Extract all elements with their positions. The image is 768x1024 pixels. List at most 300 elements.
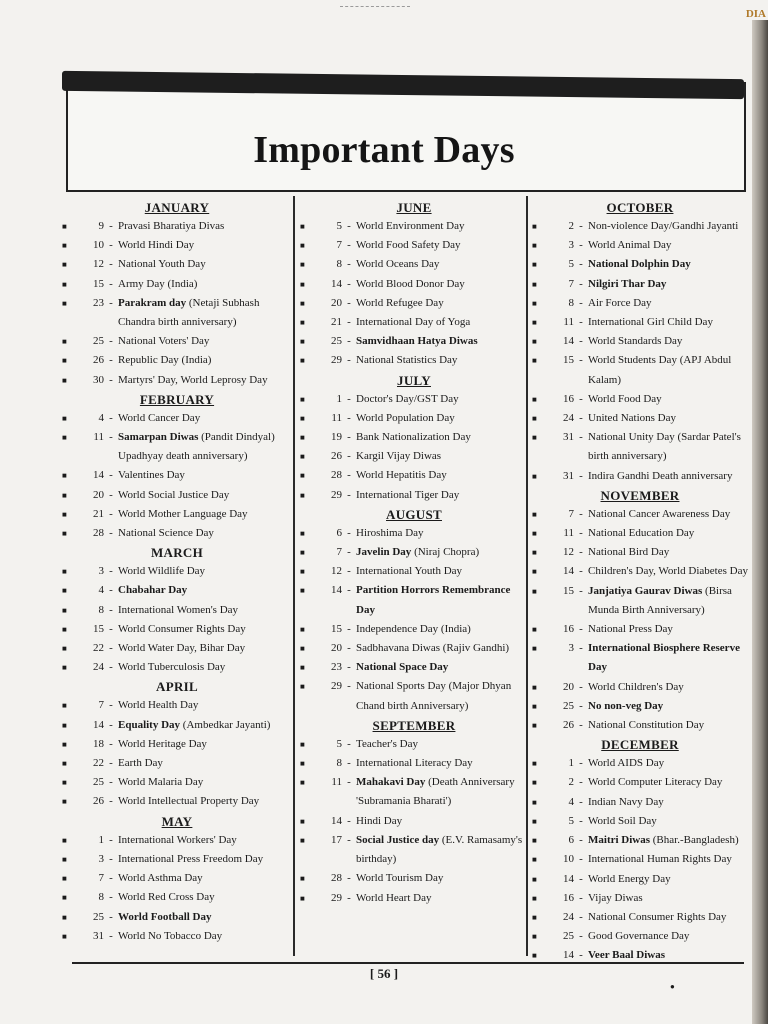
day-name	[588, 390, 748, 409]
day-entry	[532, 716, 748, 735]
bullet-icon: ■	[532, 778, 537, 788]
bullet-icon: ■	[532, 222, 537, 231]
day-number: 19	[331, 431, 342, 444]
day-name	[356, 390, 528, 409]
month-heading: NOVEMBER	[600, 487, 680, 503]
day-name	[118, 639, 292, 658]
day-entry	[300, 313, 528, 332]
separator-dash: -	[347, 833, 351, 846]
separator-dash: -	[579, 392, 583, 405]
day-name-bold: Parakram day	[118, 296, 187, 309]
day-number: 25	[331, 335, 342, 348]
day-number: 8	[336, 757, 342, 770]
separator-dash: -	[109, 642, 113, 655]
separator-dash: -	[347, 546, 351, 559]
bullet-icon: ■	[300, 816, 305, 826]
day-entry	[300, 620, 528, 639]
day-name	[588, 716, 748, 735]
day-name	[588, 831, 748, 850]
day-number: 8	[98, 891, 104, 904]
day-name	[588, 908, 748, 927]
day-name	[356, 639, 528, 658]
separator-dash: -	[579, 469, 583, 482]
day-name	[118, 562, 292, 581]
separator-dash: -	[347, 239, 351, 252]
day-entry	[62, 831, 292, 850]
day-name	[356, 466, 528, 485]
bullet-icon: ■	[300, 471, 305, 481]
day-number: 15	[93, 277, 104, 290]
day-entry	[62, 601, 292, 620]
day-number: 11	[563, 316, 574, 329]
day-number: 7	[336, 546, 342, 559]
day-number: 15	[563, 354, 574, 367]
day-name-text: World Population Day	[356, 411, 455, 424]
day-name	[356, 658, 528, 677]
day-name-text: World Intellectual Property Day	[118, 795, 260, 808]
day-name-bold: Partition Horrors Remembrance Day	[356, 584, 511, 616]
bullet-icon: ■	[62, 298, 67, 308]
bullet-icon: ■	[532, 721, 537, 731]
bullet-icon: ■	[62, 241, 67, 251]
day-name-text: World Environment Day	[356, 220, 465, 232]
day-name-bold: Maitri Diwas	[588, 834, 651, 847]
day-name	[588, 620, 748, 639]
bullet-icon: ■	[300, 567, 305, 577]
day-name-text: International Tiger Day	[356, 488, 460, 501]
day-entry	[62, 486, 292, 505]
bullet-icon: ■	[532, 337, 537, 347]
day-entry	[300, 658, 528, 677]
separator-dash: -	[347, 680, 351, 693]
day-entry	[532, 754, 748, 773]
separator-dash: -	[579, 507, 583, 520]
bullet-icon: ■	[532, 414, 537, 424]
day-name-text: (Ambedkar Jayanti)	[180, 718, 271, 731]
day-number: 20	[93, 488, 104, 501]
day-name	[356, 620, 528, 639]
separator-dash: -	[347, 757, 351, 770]
day-entry	[300, 486, 528, 505]
day-name	[118, 850, 292, 869]
day-name-text: World Animal Day	[588, 239, 672, 252]
separator-dash: -	[579, 296, 583, 309]
day-number: 12	[93, 258, 104, 271]
day-entry	[532, 428, 748, 466]
day-name-text: (E.V. Ramasamy's birthday)	[356, 833, 523, 866]
day-entry	[62, 505, 292, 524]
day-name-bold: Janjatiya Gaurav Diwas	[588, 584, 703, 597]
day-entry	[532, 850, 748, 869]
separator-dash: -	[109, 335, 113, 348]
day-number: 22	[93, 642, 104, 655]
day-entry	[532, 870, 748, 889]
day-number: 23	[93, 296, 104, 309]
bullet-icon: ■	[62, 413, 67, 423]
day-entry	[532, 812, 748, 831]
day-name-text: Doctor's Day/GST Day	[356, 392, 459, 405]
day-entry	[532, 582, 748, 620]
day-entry	[532, 313, 748, 332]
day-number: 3	[568, 239, 574, 252]
bullet-icon: ■	[300, 222, 305, 231]
day-entry	[62, 351, 292, 370]
day-name-text: World Consumer Rights Day	[118, 622, 246, 635]
day-name	[356, 735, 528, 754]
bullet-icon: ■	[62, 509, 67, 519]
day-number: 3	[98, 565, 104, 578]
day-number: 7	[98, 699, 104, 712]
day-name-text: World Refugee Day	[356, 296, 444, 309]
day-number: 7	[568, 507, 574, 520]
day-name-text: Teacher's Day	[356, 737, 418, 750]
day-name	[118, 735, 292, 754]
day-entry	[300, 831, 528, 869]
column-divider	[293, 196, 295, 956]
day-name-text: World Standards Day	[588, 335, 683, 348]
separator-dash: -	[579, 335, 583, 348]
day-name-text: World Mother Language Day	[118, 507, 248, 520]
day-name-text: World Soil Day	[588, 814, 657, 827]
column-jan-may	[62, 198, 292, 946]
day-number: 11	[331, 411, 342, 424]
day-entry	[532, 678, 748, 697]
day-name	[356, 294, 528, 313]
bullet-icon: ■	[62, 260, 67, 270]
day-number: 4	[98, 584, 104, 597]
day-name-text: National Cancer Awareness Day	[588, 507, 731, 520]
day-name-text: National Youth Day	[118, 258, 206, 271]
separator-dash: -	[347, 411, 351, 424]
day-number: 12	[563, 546, 574, 559]
separator-dash: -	[347, 220, 351, 232]
day-name	[356, 332, 528, 351]
day-name	[118, 581, 292, 600]
separator-dash: -	[109, 296, 113, 309]
day-name	[118, 773, 292, 792]
bullet-icon: ■	[532, 701, 537, 711]
day-name	[118, 217, 292, 236]
day-name-text: Army Day (India)	[118, 277, 198, 290]
day-entry	[300, 677, 528, 715]
day-name	[356, 581, 528, 619]
bullet-icon: ■	[532, 912, 537, 922]
day-name	[588, 678, 748, 697]
day-number: 28	[331, 872, 342, 885]
day-entry	[300, 294, 528, 313]
day-name-text: Independence Day (India)	[356, 622, 471, 635]
day-name-bold: No non-veg Day	[588, 699, 664, 712]
day-number: 30	[93, 373, 104, 386]
day-entry	[532, 390, 748, 409]
day-name-text: Non-violence Day/Gandhi Jayanti	[588, 220, 739, 232]
bullet-icon: ■	[62, 797, 67, 807]
month-heading: SEPTEMBER	[372, 717, 456, 733]
day-name	[356, 313, 528, 332]
day-number: 24	[563, 910, 574, 923]
day-number: 3	[568, 642, 574, 655]
day-name-text: World Wildlife Day	[118, 565, 206, 578]
day-number: 8	[336, 258, 342, 271]
day-name-text: National Science Day	[118, 527, 214, 540]
day-name-text: Good Governance Day	[588, 930, 690, 943]
bullet-icon: ■	[300, 778, 305, 788]
day-name-text: International Press Freedom Day	[118, 852, 264, 865]
day-name	[118, 754, 292, 773]
day-number: 20	[563, 680, 574, 693]
day-number: 25	[93, 335, 104, 348]
day-number: 12	[331, 565, 342, 578]
corner-tag: DIA	[745, 8, 766, 20]
separator-dash: -	[347, 277, 351, 290]
day-entry	[300, 735, 528, 754]
day-entry	[532, 467, 748, 486]
bullet-icon: ■	[300, 663, 305, 673]
bullet-icon: ■	[62, 644, 67, 654]
day-number: 14	[331, 584, 342, 597]
day-entry	[532, 773, 748, 792]
bullet-icon: ■	[300, 241, 305, 251]
separator-dash: -	[347, 891, 351, 904]
day-name-text: World Hepatitis Day	[356, 469, 447, 482]
day-number: 7	[568, 277, 574, 290]
separator-dash: -	[109, 507, 113, 520]
day-entry	[62, 409, 292, 428]
day-name	[118, 332, 292, 351]
month-heading: JANUARY	[144, 200, 210, 215]
day-number: 8	[568, 296, 574, 309]
day-name-text: International Girl Child Day	[588, 316, 713, 329]
day-name-text: World Heart Day	[356, 891, 432, 904]
separator-dash: -	[579, 220, 583, 232]
day-entry	[62, 371, 292, 390]
bullet-icon: ■	[300, 452, 305, 462]
day-name	[118, 716, 292, 735]
day-entry	[62, 735, 292, 754]
day-name	[356, 562, 528, 581]
day-entry	[532, 639, 748, 677]
page-number: [ 56 ]	[369, 966, 399, 981]
day-entry	[62, 332, 292, 351]
day-name	[588, 255, 748, 274]
day-name	[356, 275, 528, 294]
day-entry	[532, 831, 748, 850]
day-number: 26	[331, 450, 342, 463]
day-name-text: International Literacy Day	[356, 757, 473, 770]
day-name-text: World Health Day	[118, 699, 199, 712]
day-name	[118, 908, 292, 927]
bullet-icon: ■	[532, 509, 537, 519]
separator-dash: -	[579, 814, 583, 827]
day-name-text: National Statistics Day	[356, 354, 458, 367]
day-entry	[300, 466, 528, 485]
separator-dash: -	[579, 680, 583, 693]
day-name-text: World Energy Day	[588, 872, 671, 885]
day-name-text: World Blood Donor Day	[356, 277, 465, 290]
day-name-text: World Tourism Day	[356, 872, 444, 885]
day-number: 11	[563, 527, 574, 540]
month-heading: JULY	[397, 372, 431, 388]
day-entry	[62, 696, 292, 715]
day-name	[118, 275, 292, 294]
day-name-text: Bank Nationalization Day	[356, 431, 471, 444]
day-entry	[62, 773, 292, 792]
page-title: Important Days	[253, 129, 515, 171]
day-name	[356, 486, 528, 505]
day-entry	[62, 792, 292, 811]
day-number: 3	[98, 852, 104, 865]
day-number: 14	[563, 872, 574, 885]
day-name-text: World Cancer Day	[118, 411, 201, 424]
day-number: 25	[93, 910, 104, 923]
day-entry	[300, 889, 528, 908]
bullet-icon: ■	[300, 394, 305, 404]
day-number: 21	[93, 507, 104, 520]
bullet-icon: ■	[62, 893, 67, 903]
bullet-icon: ■	[62, 605, 67, 615]
bullet-icon: ■	[532, 836, 537, 846]
day-name	[356, 543, 528, 562]
day-entry	[300, 447, 528, 466]
day-name	[118, 524, 292, 543]
day-name-text: (Death Anniversary 'Subramania Bharati')	[356, 776, 515, 808]
day-name	[588, 562, 748, 581]
separator-dash: -	[109, 891, 113, 904]
day-entry	[62, 908, 292, 927]
day-name	[118, 371, 292, 390]
day-number: 7	[336, 239, 342, 252]
day-name-text: Republic Day (India)	[118, 354, 212, 367]
separator-dash: -	[579, 546, 583, 559]
day-entry	[62, 524, 292, 543]
bullet-icon: ■	[62, 433, 67, 443]
day-name-text: Hindi Day	[356, 814, 403, 827]
separator-dash: -	[347, 872, 351, 885]
day-name-text: (Pandit Dindyal) Upadhyay death anniversary)	[118, 431, 275, 463]
day-entry	[62, 869, 292, 888]
month-heading: AUGUST	[386, 506, 442, 522]
separator-dash: -	[109, 622, 113, 635]
day-name	[588, 428, 748, 466]
day-name-text: World Hindi Day	[118, 239, 195, 252]
bullet-icon: ■	[532, 548, 537, 558]
bullet-icon: ■	[532, 356, 537, 366]
bullet-icon: ■	[62, 854, 67, 864]
separator-dash: -	[109, 584, 113, 597]
day-number: 4	[568, 795, 574, 808]
day-name-text: World Red Cross Day	[118, 891, 215, 904]
day-name	[118, 831, 292, 850]
separator-dash: -	[109, 929, 113, 942]
day-entry	[62, 927, 292, 946]
month-heading: OCTOBER	[606, 200, 674, 215]
bullet-icon: ■	[300, 739, 305, 749]
day-name-text: Hiroshima Day	[356, 526, 424, 539]
day-name	[118, 792, 292, 811]
day-name	[588, 812, 748, 831]
bullet-icon: ■	[532, 951, 537, 961]
day-number: 31	[93, 929, 104, 942]
day-entry	[62, 217, 292, 236]
day-name	[356, 831, 528, 869]
separator-dash: -	[579, 891, 583, 904]
day-name	[118, 696, 292, 715]
bullet-icon: ■	[62, 663, 67, 673]
separator-dash: -	[347, 258, 351, 271]
day-number: 15	[93, 622, 104, 635]
day-name	[588, 927, 748, 946]
bullet-icon: ■	[300, 413, 305, 423]
day-number: 5	[568, 814, 574, 827]
bullet-icon: ■	[62, 759, 67, 769]
day-number: 14	[563, 565, 574, 578]
day-number: 17	[331, 833, 342, 846]
day-name	[356, 428, 528, 447]
separator-dash: -	[109, 220, 113, 232]
day-name	[356, 773, 528, 811]
bullet-icon: ■	[300, 356, 305, 366]
day-entry	[532, 927, 748, 946]
separator-dash: -	[579, 258, 583, 271]
day-name	[118, 428, 292, 466]
separator-dash: -	[109, 411, 113, 424]
top-edge-mark	[340, 6, 410, 7]
bullet-icon: ■	[300, 759, 305, 769]
separator-dash: -	[347, 642, 351, 655]
day-name	[356, 869, 528, 888]
day-entry	[62, 658, 292, 677]
separator-dash: -	[579, 316, 583, 329]
day-name-bold: Samvidhaan Hatya Diwas	[356, 335, 478, 348]
bullet-icon: ■	[300, 528, 305, 538]
day-name	[118, 620, 292, 639]
day-name	[118, 505, 292, 524]
bullet-icon: ■	[532, 394, 537, 404]
day-entry	[300, 217, 528, 236]
bullet-icon: ■	[532, 318, 537, 328]
separator-dash: -	[109, 258, 113, 271]
day-name	[118, 255, 292, 274]
bullet-icon: ■	[300, 260, 305, 270]
separator-dash: -	[109, 488, 113, 501]
day-name-text: World Malaria Day	[118, 776, 204, 789]
day-name-text: World Students Day (APJ Abdul Kalam)	[588, 354, 732, 386]
bullet-icon: ■	[300, 624, 305, 634]
day-name	[588, 639, 748, 677]
day-name	[588, 505, 748, 524]
day-entry	[532, 908, 748, 927]
day-name-text: Indira Gandhi Death anniversary	[588, 469, 733, 482]
bullet-icon: ■	[300, 835, 305, 845]
day-name-text: Valentines Day	[118, 469, 185, 482]
day-entry	[300, 562, 528, 581]
day-name-bold: National Dolphin Day	[588, 258, 691, 271]
day-number: 5	[336, 737, 342, 750]
separator-dash: -	[579, 853, 583, 866]
bullet-icon: ■	[532, 893, 537, 903]
day-name	[356, 447, 528, 466]
day-name-text: Air Force Day	[588, 296, 652, 309]
day-entry	[532, 524, 748, 543]
separator-dash: -	[109, 718, 113, 731]
month-heading: MAY	[161, 813, 193, 829]
day-entry	[300, 581, 528, 619]
separator-dash: -	[579, 834, 583, 847]
day-entry	[300, 543, 528, 562]
day-name-text: (Birsa Munda Birth Anniversary)	[588, 584, 732, 616]
day-entry	[300, 812, 528, 831]
bullet-icon: ■	[532, 682, 537, 692]
